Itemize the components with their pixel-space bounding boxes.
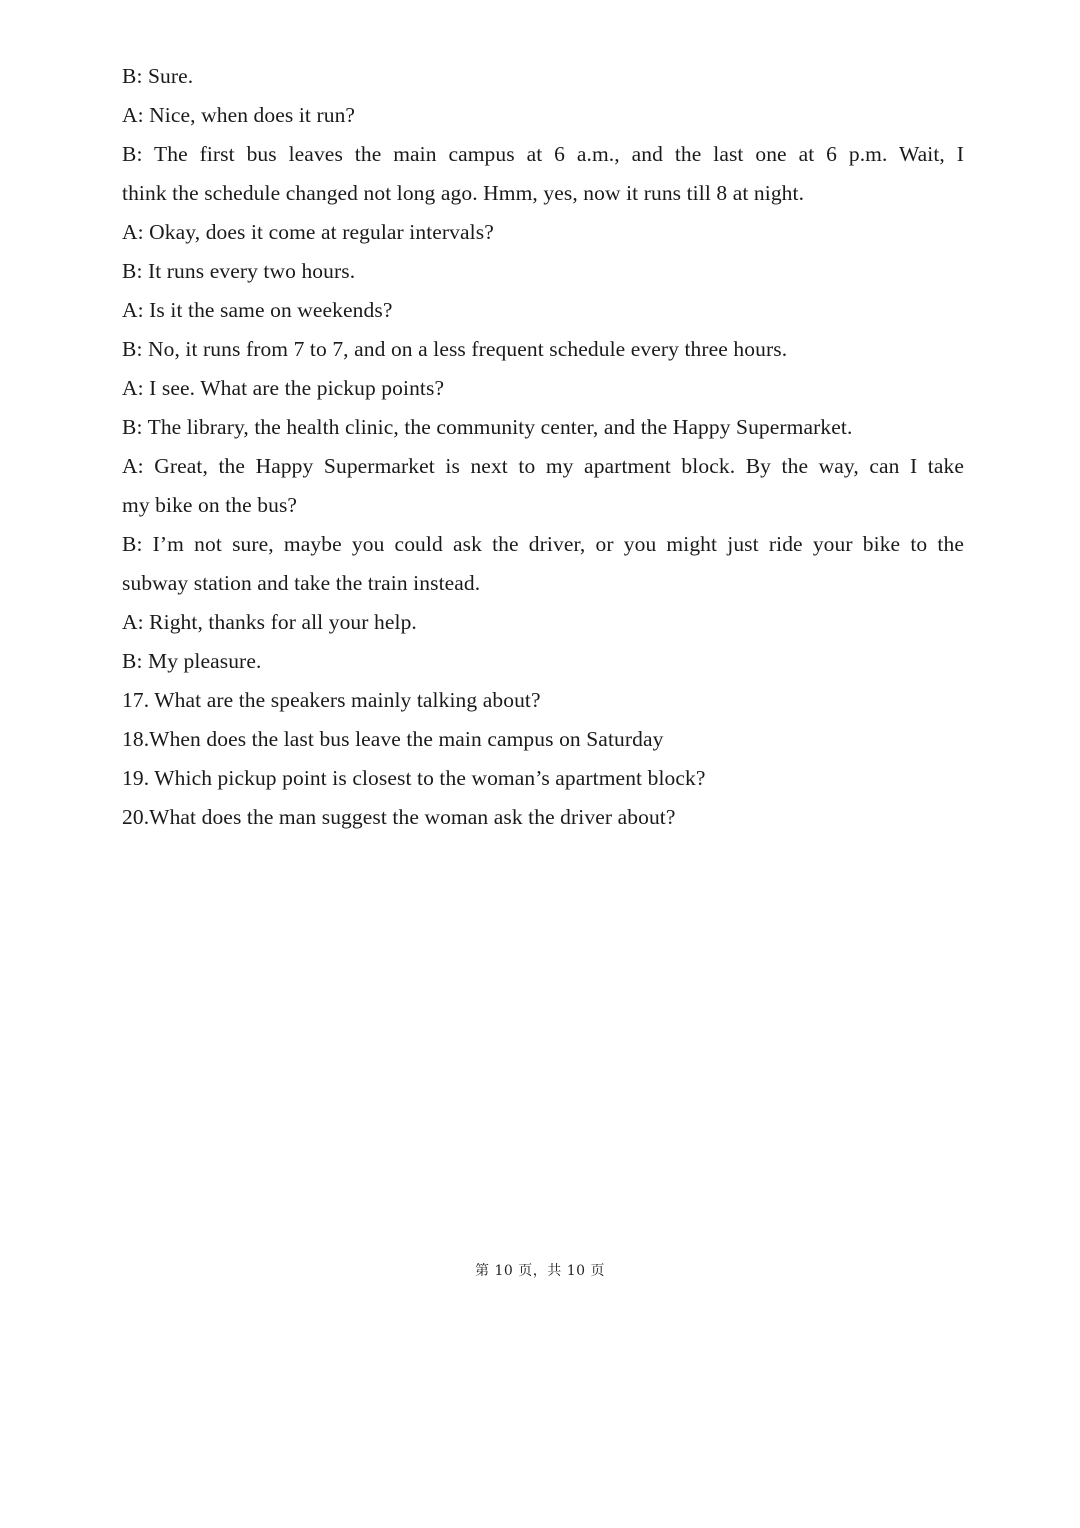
page-number-footer: 第 10 页，共 10 页 (475, 1263, 605, 1279)
dialogue-line: subway station and take the train instead. (122, 571, 481, 595)
question-item: 18.When does the last bus leave the main campus on Saturday (122, 727, 664, 751)
dialogue-line: A: Right, thanks for all your help. (122, 610, 417, 634)
dialogue-line: A: Nice, when does it run? (122, 103, 356, 127)
dialogue-line: B: Sure. (122, 64, 194, 88)
dialogue-line: B: No, it runs from 7 to 7, and on a less frequent schedule every three hours. (122, 337, 788, 361)
transcript-body (122, 57, 972, 837)
dialogue-line: A: I see. What are the pickup points? (122, 376, 445, 400)
dialogue-line: B: My pleasure. (122, 649, 262, 673)
dialogue-line: think the schedule changed not long ago. Hmm, yes, now it runs till 8 at night. (122, 181, 805, 205)
dialogue-line: A: Okay, does it come at regular intervals? (122, 220, 494, 244)
dialogue-line: my bike on the bus? (122, 493, 298, 517)
question-item: 17. What are the speakers mainly talking about? (122, 688, 541, 712)
question-item: 19. Which pickup point is closest to the woman’s apartment block? (122, 766, 706, 790)
dialogue-line: B: I’m not sure, maybe you could ask the driver, or you might just ride your bike to the (122, 532, 964, 556)
question-item: 20.What does the man suggest the woman ask the driver about? (122, 805, 676, 829)
dialogue-line: B: The library, the health clinic, the community center, and the Happy Supermarket. (122, 415, 853, 439)
dialogue-line: A: Is it the same on weekends? (122, 298, 393, 322)
dialogue-line: B: It runs every two hours. (122, 259, 356, 283)
dialogue-line: B: The first bus leaves the main campus at 6 a.m., and the last one at 6 p.m. Wait, I (122, 142, 964, 166)
dialogue-line: A: Great, the Happy Supermarket is next to my apartment block. By the way, can I take (122, 454, 964, 478)
